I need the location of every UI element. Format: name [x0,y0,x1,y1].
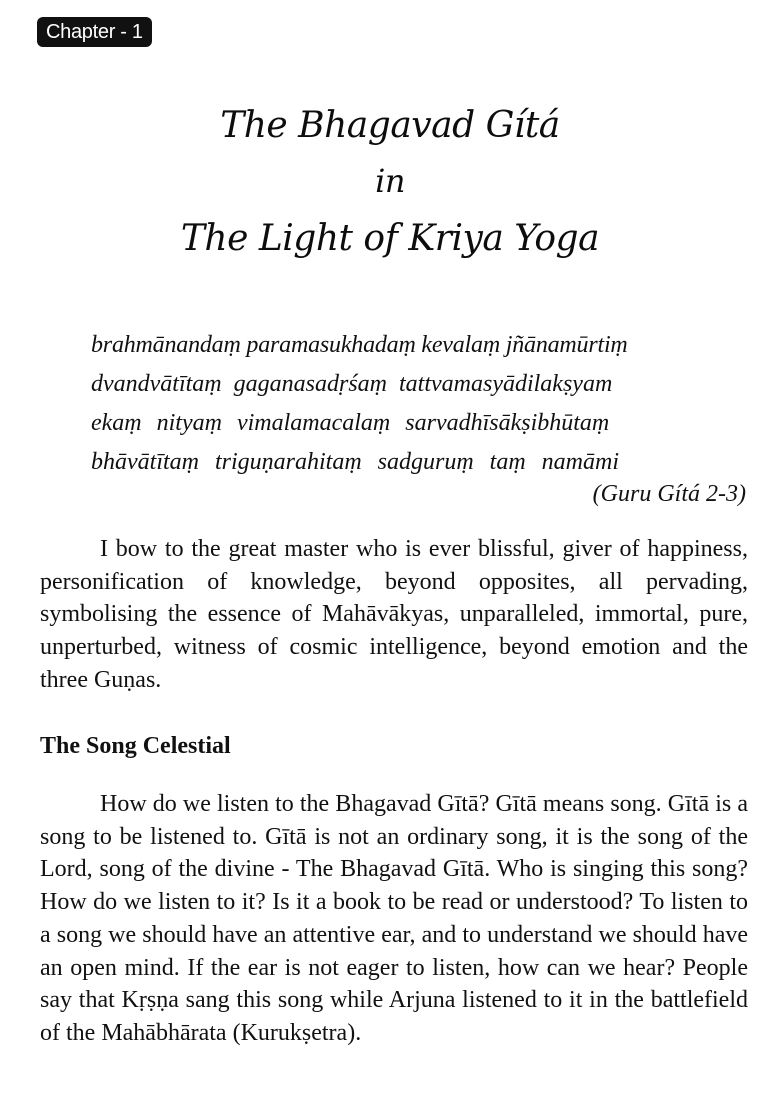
section-heading: The Song Celestial [40,733,231,759]
title-line-2: in [375,162,405,200]
title-line-1: The Bhagavad Gítá [220,105,560,146]
translation-paragraph: I bow to the great master who is ever blissful, giver of happiness, personification of knowledge, beyond opposites, all pervading, symbolising the essence of Mahāvākyas, unparalleled, immortal, pure, unperturbed, witness of cosmic intelligence, beyond emotion and the three Guṇas. [40,536,748,693]
verse-line-4: bhāvātītaṃ triguṇarahitaṃ sadguruṃ taṃ namāmi [91,449,620,475]
verse-source: (Guru Gítá 2-3) [592,481,746,507]
verse-line-3: ekaṃ nityaṃ vimalamacalaṃ sarvadhīsākṣibhūtaṃ [91,410,610,436]
title-line-3: The Light of Kriya Yoga [180,218,600,259]
verse-line-1: brahmānandaṃ paramasukhadaṃ kevalaṃ jñānamūrtiṃ [91,332,628,358]
chapter-label: Chapter - 1 [37,17,152,47]
verse-line-2: dvandvātītaṃ gaganasadṛśaṃ tattvamasyādilakṣyam [91,371,613,397]
section-body-paragraph: How do we listen to the Bhagavad Gītā? Gītā means song. Gītā is a song to be listened to. Gītā is not an ordinary song, it is the song of the Lord, song of the divine - The Bhagavad Gītā. Who is singing this song? How do we listen to it? Is it a book to be read or understood? To listen to a song we should have an attentive ear, and to understand we should have an open mind. If the ear is not eager to listen, how can we hear? People say that Kṛṣṇa sang this song while Arjuna listened to it in the battlefield of the Mahābhārata (Kurukṣetra). [40,791,748,1046]
